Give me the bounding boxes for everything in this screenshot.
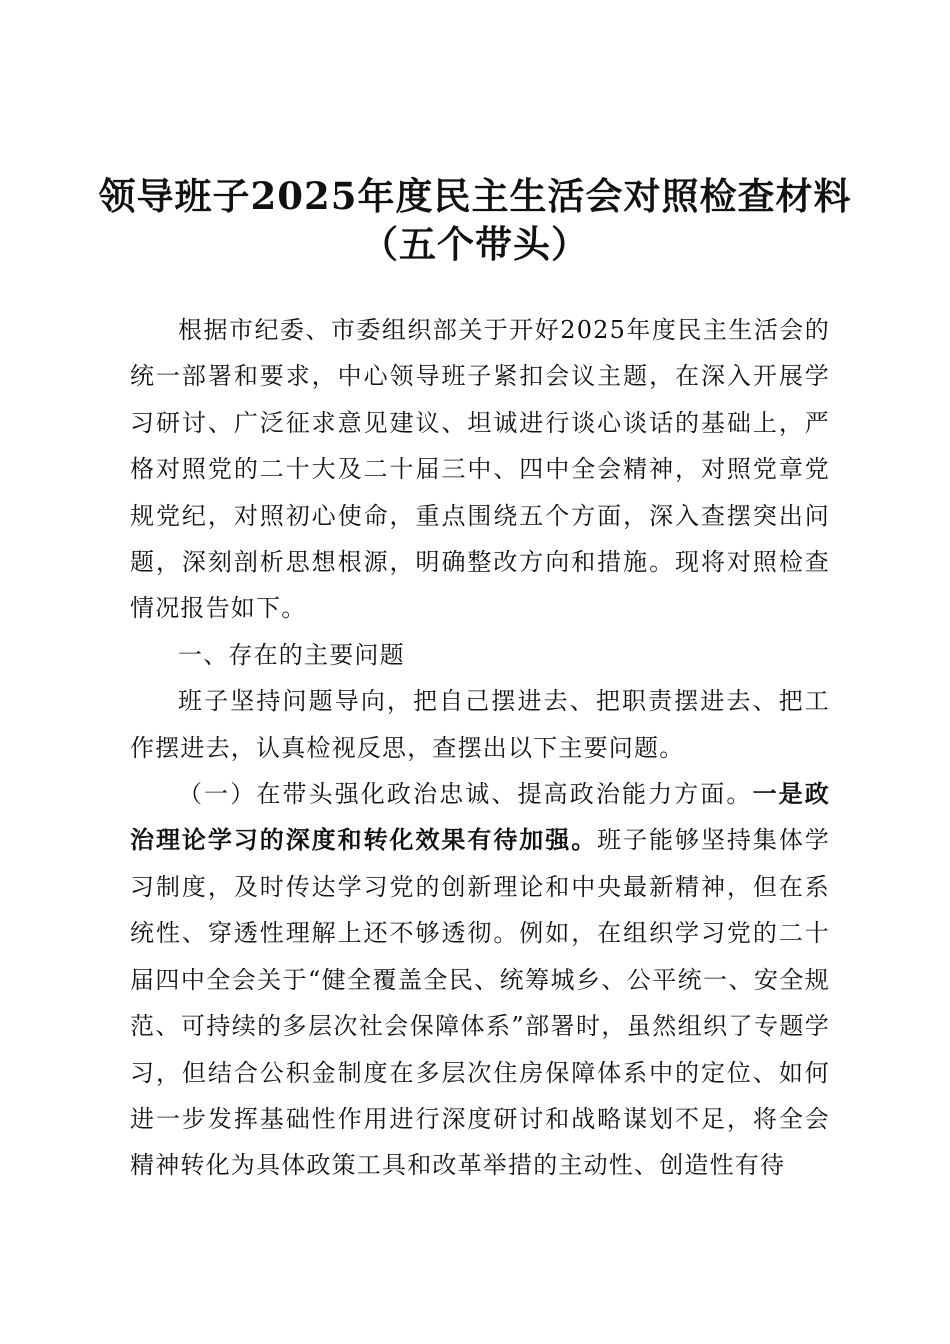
item-bold-point: 一是政治理论学习的深度和转化效果有待加强。 [130,779,830,855]
item-paragraph [130,771,830,1189]
item-text: 班子能够坚持集体学习制度，及时传达学习党的创新理论和中央最新精神，但在系统性、穿透性理解上还不够透彻。例如，在组织学习党的二十届四中全会关于“健全覆盖全民、统筹城乡、公平统一、安全规范、可持续的多层次社会保障体系”部署时，虽然组织了专题学习，但结合公积金制度在多层次住房保障体系中的定位、如何进一步发挥基础性作用进行深度研讨和战略谋划不足，将全会精神转化为具体政策工具和改革举措的主动性、创造性有待 [130,826,830,1180]
intro-paragraph: 根据市纪委、市委组织部关于开好2025年度民主生活会的统一部署和要求，中心领导班子紧扣会议主题，在深入开展学习研讨、广泛征求意见建议、坦诚进行谈心谈话的基础上，严格对照党的二十大及二十届三中、四中全会精神，对照党章党规党纪，对照初心使命，重点围绕五个方面，深入查摆突出问题，深刻剖析思想根源，明确整改方向和措施。现将对照检查情况报告如下。 [130,316,830,623]
document-body [130,307,830,1189]
document-subtitle: （五个带头） [361,222,589,266]
section-lead-paragraph: 班子坚持问题导向，把自己摆进去、把职责摆进去、把工作摆进去，认真检视反思，查摆出以下主要问题。 [130,687,830,762]
item-label: （一）在带头强化政治忠诚、提高政治能力方面。 [178,780,753,809]
section-heading: 一、存在的主要问题 [178,640,405,669]
document-title: 领导班子2025年度民主生活会对照检查材料 [98,174,852,218]
